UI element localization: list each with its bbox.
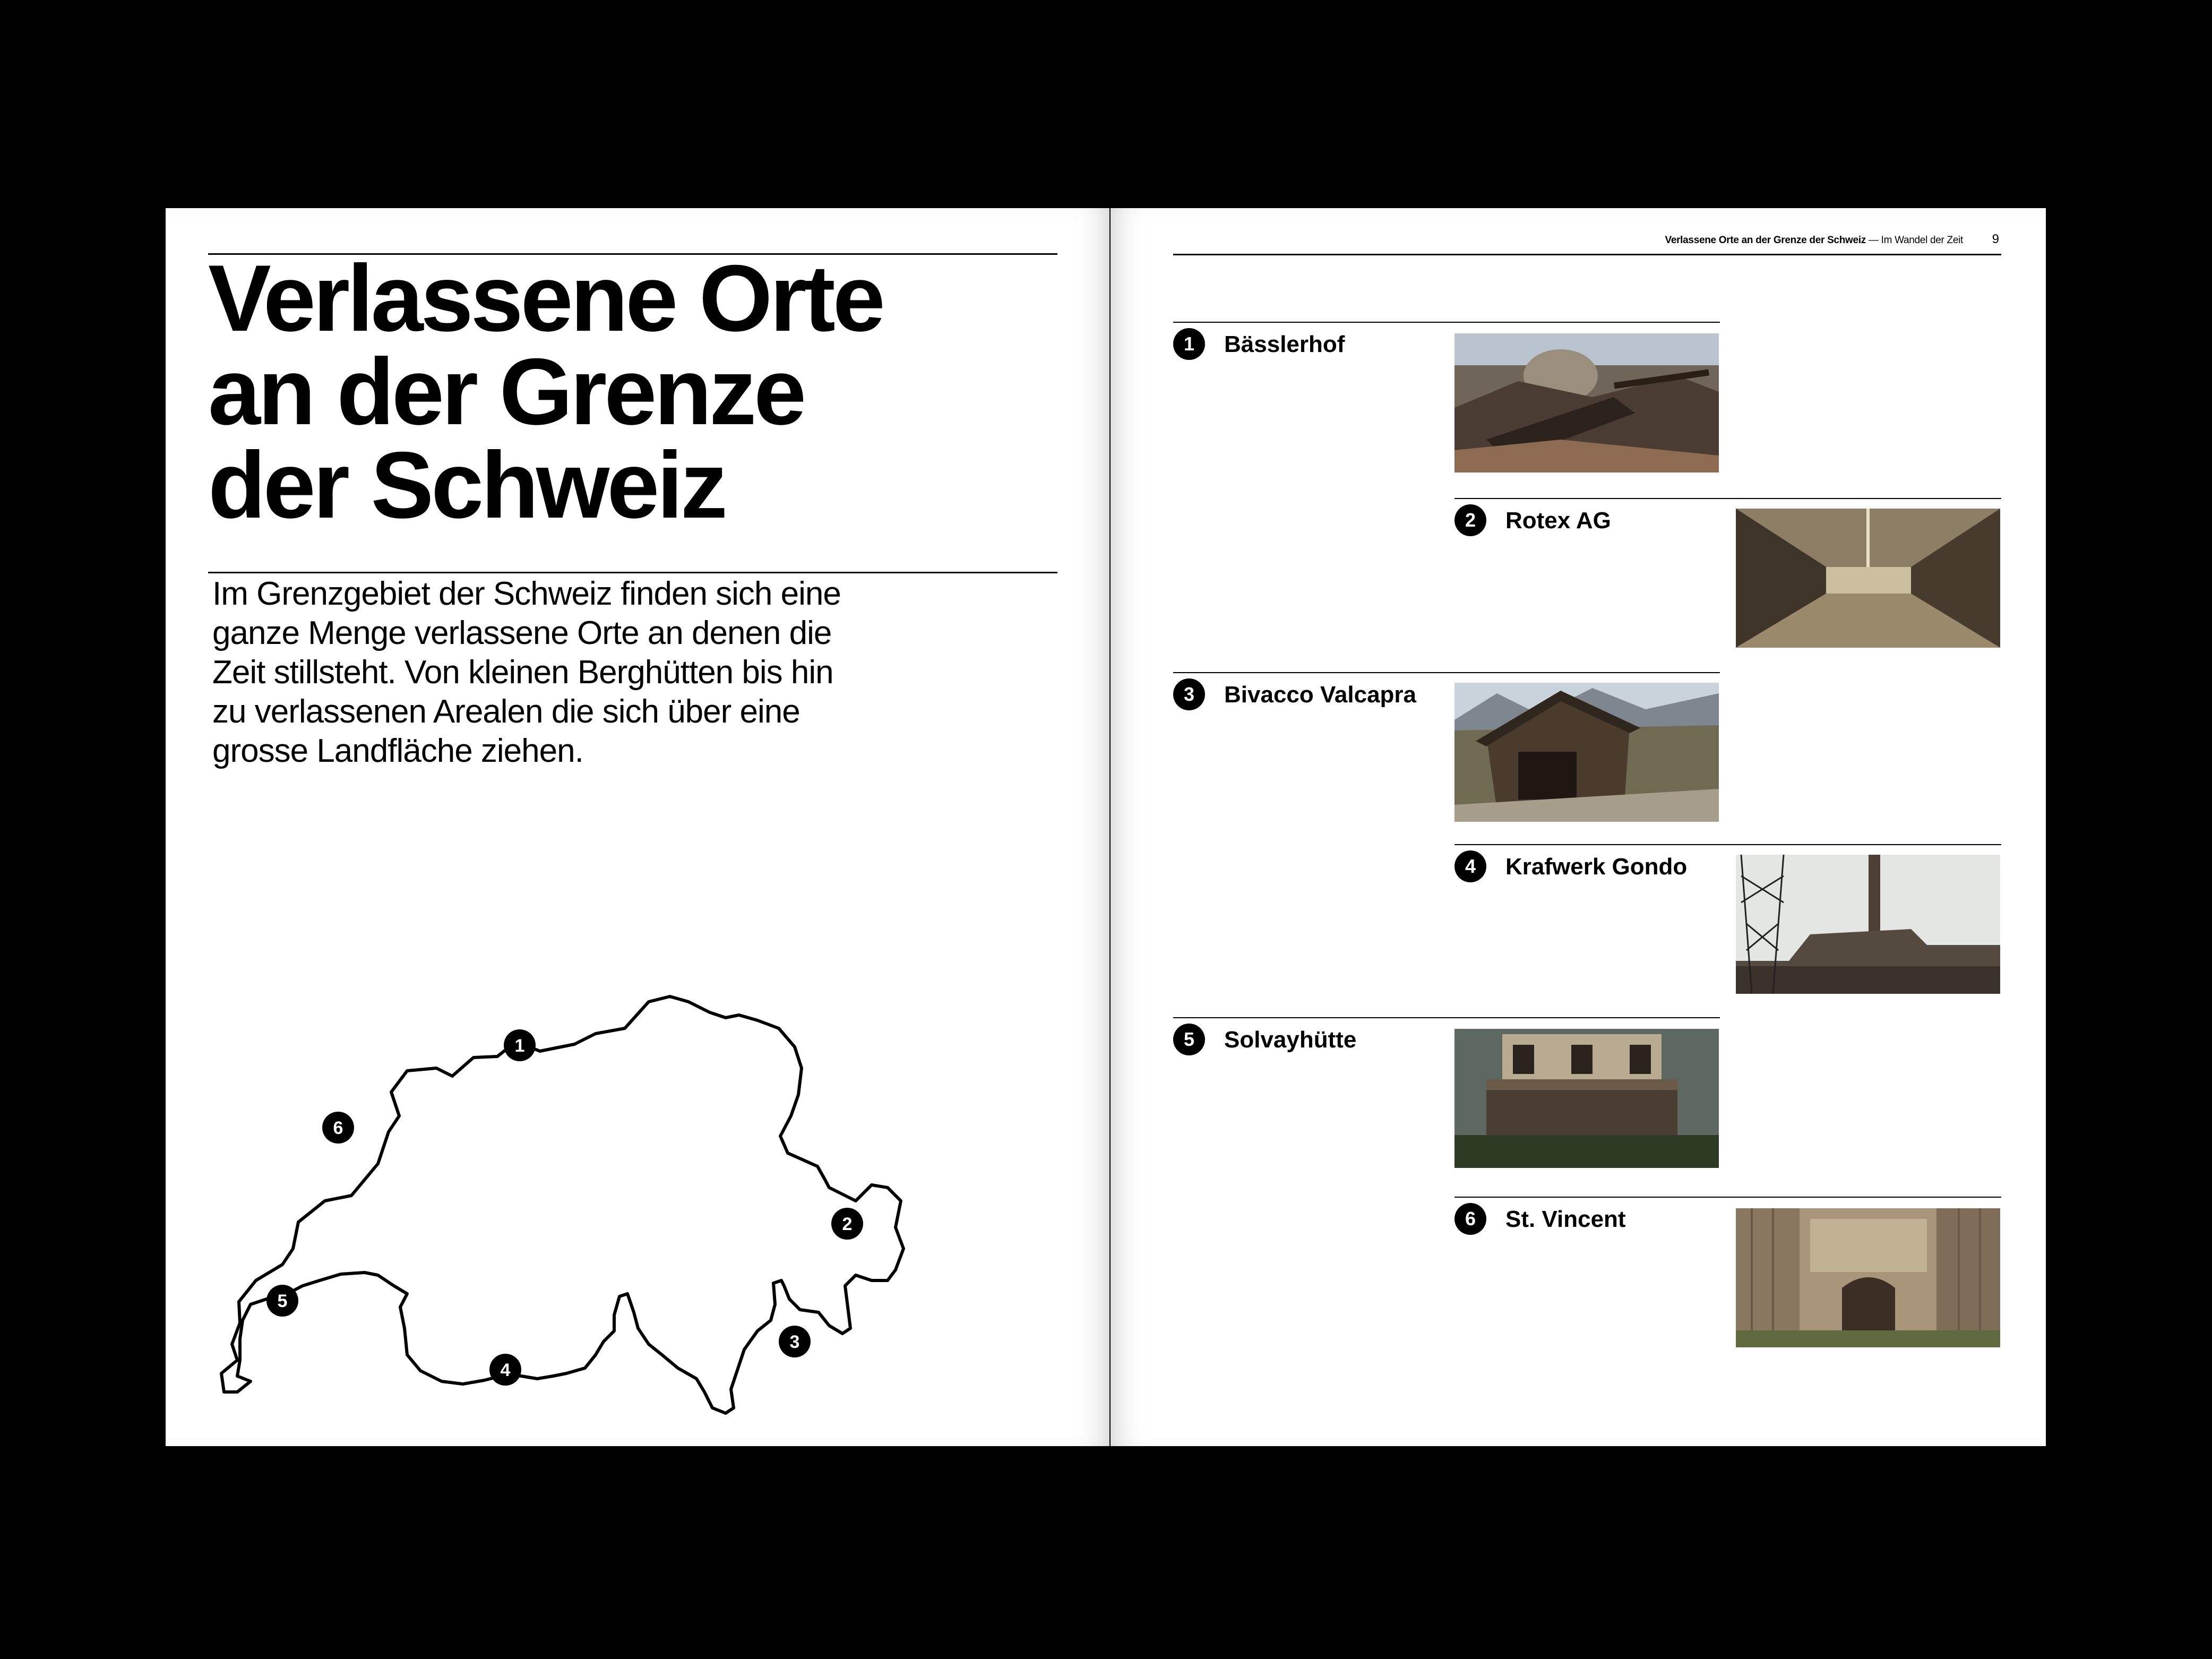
title-line: der Schweiz	[208, 432, 725, 538]
title-bottom-rule	[208, 572, 1057, 573]
svg-text:2: 2	[842, 1214, 853, 1234]
switzerland-map	[208, 819, 1047, 1419]
map-marker-3	[779, 1326, 811, 1357]
left-page	[166, 208, 1109, 1446]
right-page	[1111, 208, 2046, 1446]
entry-label: Bivacco Valcapra	[1224, 682, 1417, 708]
entry-label: Rotex AG	[1505, 508, 1611, 534]
entry-label: Solvayhütte	[1224, 1027, 1357, 1053]
number-badge: 2	[1454, 504, 1486, 536]
entry-rule	[1454, 844, 2001, 845]
map-marker-4	[489, 1354, 521, 1386]
page-title	[208, 245, 883, 538]
entry-rule	[1173, 672, 1720, 673]
title-line: an der Grenze	[208, 339, 804, 444]
entry-rule	[1454, 498, 2001, 499]
number-badge: 1	[1173, 328, 1205, 360]
collapsed-farmhouse-ruin-photo	[1454, 333, 1719, 472]
lead-line: zu verlassenen Arealen die sich über eine	[212, 693, 800, 730]
map-marker-2	[831, 1208, 863, 1240]
wooden-mountain-hut-photo	[1454, 683, 1719, 822]
lead-paragraph	[212, 574, 913, 771]
running-head-title: Verlassene Orte an der Grenze der Schweiz	[1665, 235, 1866, 246]
title-line: Verlassene Orte	[208, 245, 883, 351]
svg-text:1: 1	[514, 1036, 525, 1056]
map-marker-6	[322, 1112, 354, 1144]
svg-text:4: 4	[500, 1360, 511, 1380]
number-badge: 5	[1173, 1024, 1205, 1055]
page-number: 9	[1992, 232, 1999, 246]
lead-line: grosse Landfläche ziehen.	[212, 733, 583, 769]
lead-line: Zeit stillsteht. Von kleinen Berghütten bis hin	[212, 654, 833, 691]
svg-text:3: 3	[789, 1332, 800, 1352]
lead-line: Im Grenzgebiet der Schweiz finden sich eine	[212, 575, 841, 612]
entry-rule	[1173, 1017, 1720, 1018]
running-head	[1665, 235, 1964, 246]
lead-line: ganze Menge verlassene Orte an denen die	[212, 615, 832, 651]
number-badge: 4	[1454, 850, 1486, 882]
map-marker-1	[504, 1029, 536, 1061]
number-badge: 3	[1173, 678, 1205, 710]
entry-label: St. Vincent	[1505, 1206, 1626, 1232]
decayed-villa-photo	[1454, 1029, 1719, 1168]
abandoned-factory-hall-photo	[1736, 509, 2000, 648]
svg-text:6: 6	[333, 1118, 343, 1138]
header-rule	[1173, 254, 2001, 255]
power-plant-ruin-photo	[1736, 855, 2000, 994]
running-head-subtitle: — Im Wandel der Zeit	[1865, 235, 1963, 246]
entry-rule	[1454, 1197, 2001, 1198]
map-marker-5	[266, 1285, 298, 1317]
ornate-ruined-chapel-photo	[1736, 1208, 2000, 1347]
svg-text:5: 5	[277, 1291, 288, 1311]
entry-rule	[1173, 322, 1720, 323]
number-badge: 6	[1454, 1203, 1486, 1235]
entry-label: Krafwerk Gondo	[1505, 854, 1688, 880]
entry-label: Bässlerhof	[1224, 331, 1345, 357]
